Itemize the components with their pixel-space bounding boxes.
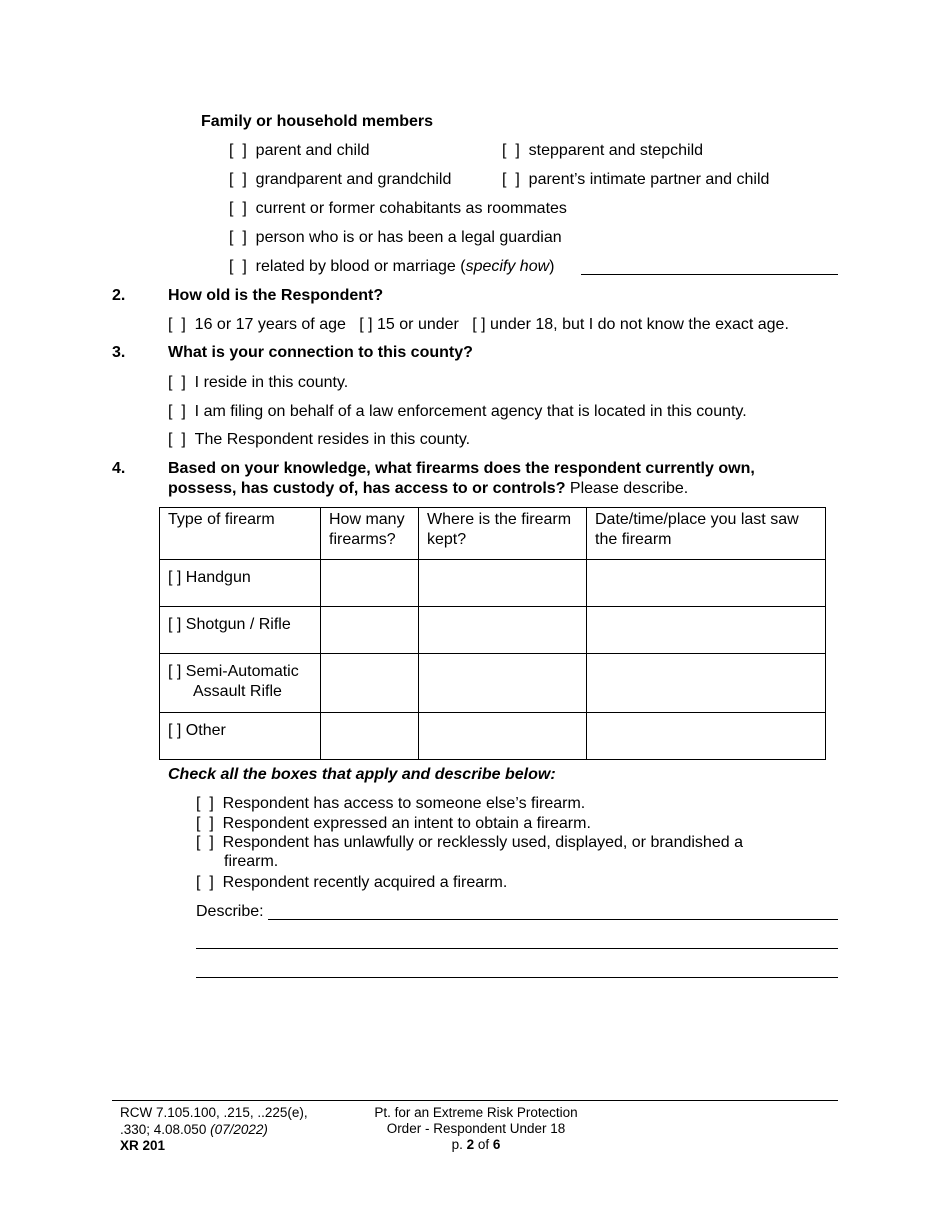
header-how-many: How many firearms? <box>321 508 419 560</box>
footer-rcw-line2 <box>120 1122 268 1138</box>
table-row <box>160 654 826 713</box>
family-heading: Family or household members <box>201 113 434 130</box>
option-related-blood-marriage[interactable] <box>229 257 554 277</box>
cell-how-many[interactable] <box>321 560 419 607</box>
page-total: 6 <box>492 1137 501 1152</box>
checkbox[interactable]: [ ] <box>502 171 520 188</box>
footer-title-line2: Order - Respondent Under 18 <box>386 1121 566 1136</box>
describe-line-1[interactable] <box>268 919 838 920</box>
check-item-label: Respondent expressed an intent to obtain a firearm. <box>222 815 591 832</box>
q2-options <box>168 315 789 335</box>
footer-page-number <box>360 1137 592 1153</box>
option-stepparent-stepchild[interactable] <box>502 141 703 161</box>
option-cohabitants[interactable] <box>229 199 567 219</box>
cell-last-saw[interactable] <box>587 607 826 654</box>
checkbox[interactable]: [ ] <box>168 431 186 448</box>
table-row <box>160 713 826 760</box>
q3-option-law-enforcement[interactable] <box>168 402 747 422</box>
row-type-other[interactable] <box>160 713 321 760</box>
page-prefix: p. <box>451 1137 463 1152</box>
table-header-row <box>160 508 826 560</box>
describe-label: Describe: <box>196 903 264 920</box>
checkbox[interactable]: [ ] <box>168 403 186 420</box>
checkbox-16-17[interactable]: [ ] <box>168 316 186 333</box>
q3-option-respondent-resides[interactable] <box>168 430 470 450</box>
checkbox-under-18[interactable]: [ ] <box>472 316 486 333</box>
cell-last-saw[interactable] <box>587 560 826 607</box>
option-label: parent’s intimate partner and child <box>528 171 770 188</box>
option-label: related by blood or marriage ( <box>255 258 466 275</box>
checkbox[interactable]: [ ] <box>168 374 186 391</box>
footer-divider <box>112 1100 838 1101</box>
checkbox[interactable]: [ ] <box>229 142 247 159</box>
option-label: The Respondent resides in this county. <box>194 431 471 448</box>
checkbox[interactable]: [ ] <box>196 874 214 891</box>
row-label: Semi-Automatic <box>185 663 299 680</box>
q3-option-reside[interactable] <box>168 373 348 393</box>
row-label-cont: Assault Rifle <box>193 683 282 700</box>
check-all-instruction: Check all the boxes that apply and describe below: <box>168 766 556 783</box>
option-label: I reside in this county. <box>194 374 349 391</box>
header-last-saw: Date/time/place you last saw the firearm <box>587 508 826 560</box>
row-type-semi-automatic[interactable] <box>160 654 321 713</box>
page-current: 2 <box>466 1137 475 1152</box>
option-label: parent and child <box>255 142 370 159</box>
option-label-close: ) <box>549 258 555 275</box>
cell-where-kept[interactable] <box>419 654 587 713</box>
cell-where-kept[interactable] <box>419 607 587 654</box>
checkbox[interactable]: [ ] <box>229 200 247 217</box>
check-item-access[interactable] <box>196 794 585 814</box>
footer-title-line1: Pt. for an Extreme Risk Protection <box>374 1105 578 1120</box>
footer-rcw-text: .330; 4.08.050 <box>120 1122 207 1137</box>
option-16-17: 16 or 17 years of age <box>194 316 346 333</box>
q2-title: How old is the Respondent? <box>168 287 384 304</box>
check-item-label: Respondent recently acquired a firearm. <box>222 874 508 891</box>
q3-title: What is your connection to this county? <box>168 344 473 361</box>
checkbox[interactable]: [ ] <box>168 722 182 739</box>
check-item-label: Respondent has access to someone else’s firearm. <box>222 795 586 812</box>
option-label: current or former cohabitants as roommates <box>255 200 567 217</box>
checkbox-15-under[interactable]: [ ] <box>359 316 373 333</box>
table-row <box>160 560 826 607</box>
cell-how-many[interactable] <box>321 607 419 654</box>
option-label: grandparent and grandchild <box>255 171 452 188</box>
check-item-unlawful-use-cont: firearm. <box>224 853 279 870</box>
q2-number: 2. <box>112 287 126 304</box>
cell-where-kept[interactable] <box>419 713 587 760</box>
cell-last-saw[interactable] <box>587 654 826 713</box>
checkbox[interactable]: [ ] <box>168 616 182 633</box>
option-15-under: 15 or under <box>377 316 459 333</box>
option-grandparent-grandchild[interactable] <box>229 170 451 190</box>
specify-how-label: specify how <box>465 258 550 275</box>
describe-line-3[interactable] <box>196 977 838 978</box>
checkbox[interactable]: [ ] <box>168 569 182 586</box>
footer-rcw-date: (07/2022) <box>210 1122 268 1137</box>
cell-how-many[interactable] <box>321 654 419 713</box>
q4-title-line1: Based on your knowledge, what firearms does the respondent currently own, <box>168 460 755 477</box>
firearms-table <box>159 507 826 760</box>
q3-number: 3. <box>112 344 126 361</box>
checkbox[interactable]: [ ] <box>502 142 520 159</box>
option-parent-child[interactable] <box>229 141 370 161</box>
header-type: Type of firearm <box>160 508 321 560</box>
cell-where-kept[interactable] <box>419 560 587 607</box>
header-where-kept: Where is the firearm kept? <box>419 508 587 560</box>
cell-last-saw[interactable] <box>587 713 826 760</box>
footer-rcw-line1: RCW 7.105.100, .215, ..225(e), <box>120 1105 308 1120</box>
q4-title-bold: possess, has custody of, has access to or controls? <box>168 480 566 497</box>
option-legal-guardian[interactable] <box>229 228 562 248</box>
check-item-intent[interactable] <box>196 814 591 834</box>
checkbox[interactable]: [ ] <box>229 229 247 246</box>
checkbox[interactable]: [ ] <box>196 834 214 851</box>
row-label: Other <box>185 722 226 739</box>
checkbox[interactable]: [ ] <box>196 795 214 812</box>
q4-title-line2 <box>168 479 688 499</box>
checkbox[interactable]: [ ] <box>168 663 182 680</box>
checkbox[interactable]: [ ] <box>196 815 214 832</box>
check-item-recently-acquired[interactable] <box>196 873 507 893</box>
check-item-unlawful-use[interactable] <box>196 833 743 853</box>
row-label: Handgun <box>185 569 251 586</box>
option-label: stepparent and stepchild <box>528 142 704 159</box>
q4-number: 4. <box>112 460 126 477</box>
checkbox[interactable]: [ ] <box>229 171 247 188</box>
check-item-label: Respondent has unlawfully or recklessly used, displayed, or brandished a <box>222 834 743 851</box>
option-label: person who is or has been a legal guardian <box>255 229 562 246</box>
option-label: I am filing on behalf of a law enforcement agency that is located in this county. <box>194 403 747 420</box>
footer-form-id: XR 201 <box>120 1138 166 1153</box>
row-label: Shotgun / Rifle <box>185 616 291 633</box>
option-intimate-partner-child[interactable] <box>502 170 769 190</box>
cell-how-many[interactable] <box>321 713 419 760</box>
checkbox[interactable]: [ ] <box>229 258 247 275</box>
describe-line-2[interactable] <box>196 948 838 949</box>
row-type-shotgun-rifle[interactable] <box>160 607 321 654</box>
q4-please-describe: Please describe. <box>569 480 689 497</box>
row-type-handgun[interactable] <box>160 560 321 607</box>
specify-how-field[interactable] <box>581 274 838 275</box>
option-under-18: under 18, but I do not know the exact age. <box>490 316 789 333</box>
table-row <box>160 607 826 654</box>
page-of: of <box>477 1137 490 1152</box>
